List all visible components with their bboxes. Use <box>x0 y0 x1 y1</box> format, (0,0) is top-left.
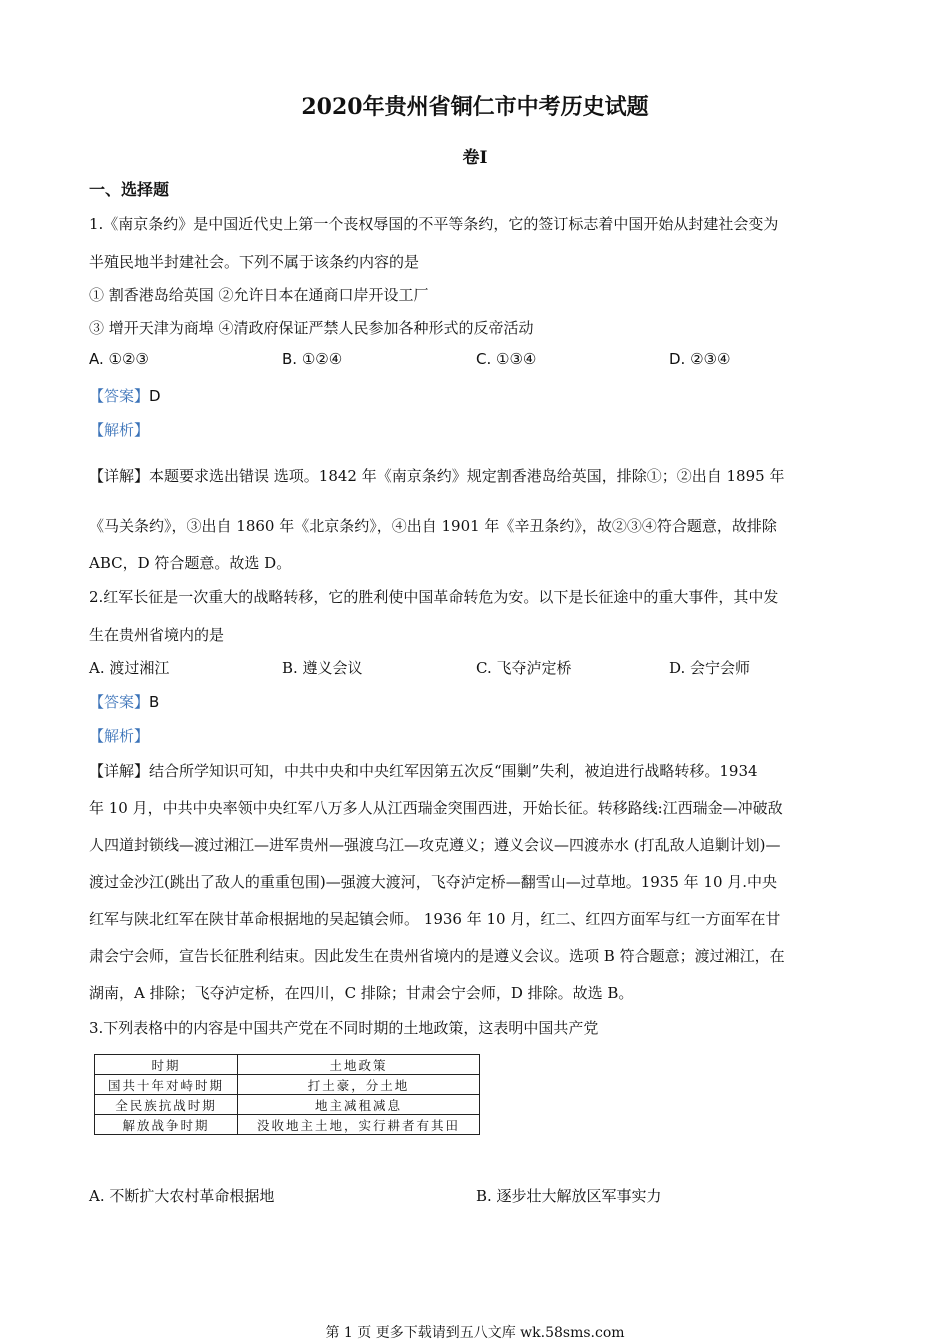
table-header-cell: 时期 <box>95 1055 238 1075</box>
paper-volume-label: 卷I <box>462 148 488 168</box>
table-cell: 没收地主土地，实行耕者有其田 <box>238 1115 480 1135</box>
q1-detail-line1 <box>89 465 784 486</box>
q2-option-d: D. 会宁会师 <box>669 659 751 677</box>
q3-option-b: B. 逐步壮大解放区军事实力 <box>476 1187 662 1205</box>
q1-answer-tag: 【答案】 <box>89 387 150 405</box>
table-cell: 解放战争时期 <box>95 1115 238 1135</box>
q1-stem-line2: 半殖民地半封建社会。下列不属于该条约内容的是 <box>89 253 420 271</box>
q2-option-b: B. 遵义会议 <box>282 659 363 677</box>
page-footer: 第 1 页 更多下载请到五八文库 wk.58sms.com <box>325 1325 625 1341</box>
table-header-cell: 土地政策 <box>238 1055 480 1075</box>
q1-answer <box>89 385 161 406</box>
q2-detail-line6: 肃会宁会师，宣告长征胜利结束。因此发生在贵州省境内的是遵义会议。选项 B 符合题意；渡过湘江，在 <box>89 947 785 965</box>
page-title: 2020年贵州省铜仁市中考历史试题 <box>301 94 649 120</box>
table-cell: 地主减租减息 <box>238 1095 480 1115</box>
q2-analysis-tag: 【解析】 <box>89 727 150 745</box>
q2-detail-line1 <box>89 760 758 781</box>
q1-detail-tag: 【详解】 <box>89 467 150 485</box>
q1-option-b: B. ①②④ <box>282 350 343 368</box>
q2-detail-text1: 结合所学知识可知，中共中央和中央红军因第五次反“围剿”失利，被迫进行战略转移。1934 <box>149 762 758 780</box>
table-row <box>95 1115 480 1135</box>
q1-analysis-tag: 【解析】 <box>89 421 150 439</box>
q2-detail-line3: 人四道封锁线—渡过湘江—进军贵州—强渡乌江—攻克遵义；遵义会议—四渡赤水 (打乱敌人追剿计划)— <box>89 836 781 854</box>
q1-detail-line2: 《马关条约》，③出自 1860 年《北京条约》，④出自 1901 年《辛丑条约》，故②③④符合题意，故排除 <box>89 517 777 535</box>
table-cell: 国共十年对峙时期 <box>95 1075 238 1095</box>
table-cell: 打土豪，分土地 <box>238 1075 480 1095</box>
q1-option-a: A. ①②③ <box>89 350 149 368</box>
q2-detail-line2: 年 10 月，中共中央率领中央红军八万多人从江西瑞金突围西进，开始长征。转移路线:江西瑞金—冲破敌 <box>89 799 783 817</box>
q1-option-c: C. ①③④ <box>476 350 537 368</box>
q2-stem-line2: 生在贵州省境内的是 <box>89 626 225 644</box>
q1-stem-line1: 1.《南京条约》是中国近代史上第一个丧权辱国的不平等条约，它的签订标志着中国开始从封建社会变为 <box>89 215 779 233</box>
table-row <box>95 1095 480 1115</box>
q2-answer <box>89 691 159 712</box>
table-header-row <box>95 1055 480 1075</box>
section-heading: 一、选择题 <box>89 180 170 199</box>
q1-items-line2: ③ 增开天津为商埠 ④清政府保证严禁人民参加各种形式的反帝活动 <box>89 319 534 337</box>
q2-option-c: C. 飞夺泸定桥 <box>476 659 572 677</box>
q2-detail-line4: 渡过金沙江(跳出了敌人的重重包围)—强渡大渡河，飞夺泸定桥—翻雪山—过草地。1935 年 10 月.中央 <box>89 873 778 891</box>
q2-detail-line5: 红军与陕北红军在陕甘革命根据地的吴起镇会师。 1936 年 10 月，红二、红四方面军与红一方面军在甘 <box>89 910 781 928</box>
q2-detail-tag: 【详解】 <box>89 762 150 780</box>
q1-items-line1: ① 割香港岛给英国 ②允许日本在通商口岸开设工厂 <box>89 286 429 304</box>
q2-stem-line1: 2.红军长征是一次重大的战略转移，它的胜利使中国革命转危为安。以下是长征途中的重大事件，其中发 <box>89 588 779 606</box>
q2-answer-value: B <box>149 693 160 711</box>
table-cell: 全民族抗战时期 <box>95 1095 238 1115</box>
q3-option-a: A. 不断扩大农村革命根据地 <box>89 1187 275 1205</box>
q2-answer-tag: 【答案】 <box>89 693 150 711</box>
land-policy-table <box>94 1054 480 1135</box>
q1-option-d: D. ②③④ <box>669 350 731 368</box>
q1-answer-value: D <box>149 387 161 405</box>
q1-detail-line3: ABC，D 符合题意。故选 D。 <box>89 554 292 572</box>
q3-stem: 3.下列表格中的内容是中国共产党在不同时期的土地政策，这表明中国共产党 <box>89 1019 599 1037</box>
q2-option-a: A. 渡过湘江 <box>89 659 170 677</box>
table-row <box>95 1075 480 1095</box>
q1-detail-text1: 本题要求选出错误 选项。1842 年《南京条约》规定割香港岛给英国，排除①；②出自 1895 年 <box>149 467 785 485</box>
q2-detail-line7: 湖南，A 排除；飞夺泸定桥，在四川，C 排除；甘肃会宁会师，D 排除。故选 B。 <box>89 984 634 1002</box>
